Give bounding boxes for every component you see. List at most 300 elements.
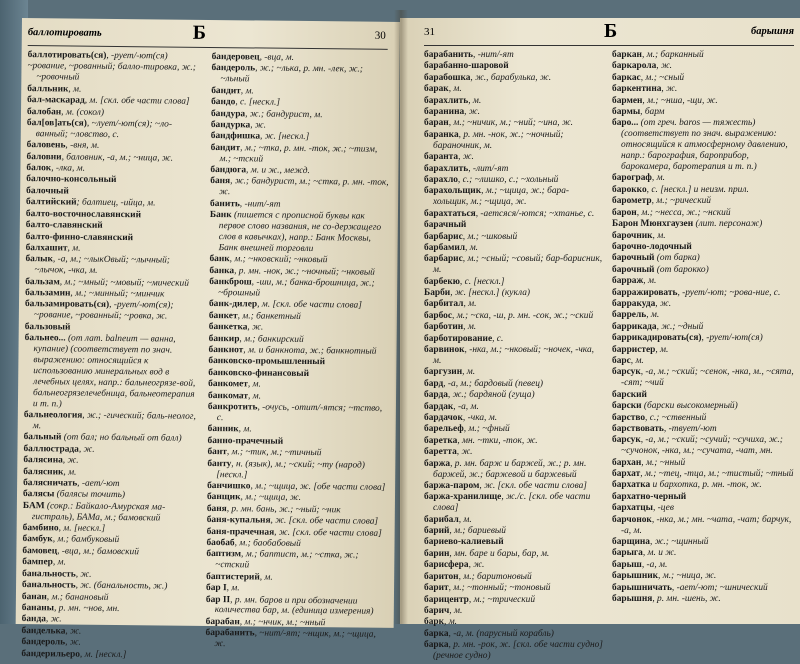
- entry-definition: , м.; ~ничик, м.; ~ний; ~ина, ж.: [449, 118, 573, 128]
- entry-definition: , баловник, -а, м.; ~ница, ж.: [62, 152, 174, 163]
- headword: барсук: [612, 367, 641, 377]
- entry-definition: , м. [нескл.]: [59, 523, 106, 533]
- headword: балясничать: [23, 478, 77, 489]
- entry-definition: , ж.; бардяной (гуща): [448, 390, 535, 400]
- dictionary-entry: [424, 164, 604, 175]
- headword: барибал: [424, 515, 459, 525]
- headword: барий: [424, 526, 449, 536]
- dictionary-entry: [424, 595, 604, 606]
- headword: барабошка: [424, 73, 470, 83]
- dictionary-entry: [424, 413, 604, 424]
- dictionary-entry: [27, 118, 203, 142]
- entry-definition: , м.; ~нный: [641, 458, 685, 468]
- entry-definition: , м.; ~тонный; ~тоновый: [449, 583, 551, 593]
- headword: барышник: [612, 571, 658, 581]
- dictionary-entry: [24, 333, 201, 411]
- headword: банкнот: [208, 345, 243, 355]
- entry-definition: , -цев: [653, 503, 674, 513]
- entry-definition: , -нит/-ят: [473, 50, 514, 60]
- entry-definition: , м.: [248, 380, 261, 390]
- dictionary-entry: [612, 322, 796, 333]
- headword: баня-купальня: [207, 515, 271, 526]
- headword: барбекю: [424, 277, 460, 287]
- headword: барит: [424, 583, 449, 593]
- entry-definition: (барски высокомерный): [642, 401, 738, 411]
- left-column-2: [205, 52, 391, 652]
- entry-definition: , м.; ~рический: [652, 196, 711, 206]
- headword: балясы: [23, 489, 54, 499]
- headword: бархатка: [612, 480, 650, 490]
- headword: барышничать: [612, 583, 672, 593]
- entry-definition: и бархотка, р. мн. -ток, ж.: [650, 480, 762, 490]
- entry-definition: , -нка, м.; мн. ~чата, -чат; барчук, -а, м.: [621, 515, 791, 536]
- dictionary-entry: [424, 84, 604, 95]
- entry-definition: , ж. (банальность, ж.): [76, 581, 168, 592]
- headword: барон: [612, 208, 637, 218]
- entry-definition: , м.: [655, 345, 668, 355]
- headword: банковско-промышленный: [208, 356, 325, 367]
- headword: балок: [26, 163, 51, 173]
- headword: Банк: [210, 210, 232, 220]
- entry-definition: , м.: [463, 299, 476, 309]
- right-column-1: [424, 50, 604, 662]
- dictionary-entry: [211, 63, 391, 87]
- headword: барбамил: [424, 243, 465, 253]
- headword: бальзамировать(ся): [25, 299, 109, 310]
- headword: банчишко: [207, 481, 250, 491]
- entry-definition: , м.; ~мный; ~мовый; ~мический: [60, 277, 189, 288]
- dictionary-entry: [424, 311, 604, 322]
- entry-definition: , м.; ~сный; ~совый; бар-барисник, м.: [433, 254, 602, 275]
- headword: баркентина: [612, 84, 661, 94]
- entry-definition: , -вца, м.; бамовский: [57, 546, 139, 557]
- headword: барбарис: [424, 254, 463, 264]
- headword: балобан: [27, 107, 61, 117]
- dictionary-entry: [612, 310, 796, 321]
- headword: барчонок: [612, 515, 652, 525]
- entry-definition: , м. и ж.: [643, 548, 676, 558]
- headword: баржа-паром: [424, 481, 479, 491]
- headword: балясина: [23, 455, 63, 465]
- entry-definition: , -очусь, -отит/-ятся; ~тство, с.: [217, 403, 382, 424]
- entry-definition: (сокр.: Байкало-Амурская ма-гистраль), БАМа, м.; бамовский: [32, 501, 166, 523]
- headword: бандероль: [211, 63, 255, 73]
- entry-definition: , с.; ~ственный: [645, 413, 706, 423]
- entry-definition: , м.; банкирский: [239, 334, 303, 345]
- dictionary-entry: [612, 480, 796, 491]
- entry-definition: , ж.: [661, 84, 677, 94]
- dictionary-entry: [612, 548, 796, 559]
- headword: барабанить: [206, 628, 255, 639]
- entry-definition: , м.: [463, 322, 476, 332]
- headword: баррикада: [612, 322, 657, 332]
- dictionary-entry: [424, 560, 604, 571]
- headword: барачный: [424, 220, 466, 230]
- dictionary-entry: [612, 288, 796, 299]
- dictionary-entry: [424, 629, 604, 640]
- right-section-letter: Б: [604, 20, 617, 43]
- headword: барокко: [612, 185, 647, 195]
- dictionary-entry: [424, 73, 604, 84]
- headword: барристер: [612, 345, 655, 355]
- headword: бандурка: [211, 120, 250, 130]
- headword: барраж: [612, 276, 643, 286]
- dictionary-entry: [424, 107, 604, 118]
- headword: барство: [612, 413, 645, 423]
- headword: барахтаться: [424, 209, 476, 219]
- entry-definition: , м.: [462, 367, 475, 377]
- headword: баня: [210, 176, 230, 186]
- headword: бал[ов]ать(ся): [27, 118, 87, 129]
- headword: банделька: [22, 626, 66, 636]
- headword: баретта: [424, 447, 457, 457]
- entry-definition: , м.; банкетный: [238, 311, 301, 322]
- dictionary-entry: [424, 322, 604, 333]
- headword: банкетка: [209, 322, 248, 332]
- entry-definition: , м. и ж., межд.: [246, 165, 310, 176]
- entry-definition: , м. [скл. обе части слова]: [257, 300, 362, 311]
- entry-definition: (от барка): [654, 253, 699, 263]
- headword: баррель: [612, 310, 646, 320]
- headword: барабан: [206, 617, 240, 627]
- dictionary-entry: [424, 640, 604, 662]
- entry-definition: , ж.: [79, 444, 95, 454]
- entry-definition: , м.: [631, 356, 644, 366]
- entry-definition: , ~лует/-ют(ся); ~ло-ванный; ~ловство, с.: [36, 119, 172, 140]
- right-header-rule: [424, 45, 794, 46]
- entry-definition: , -рует/-ют(ся): [702, 333, 763, 343]
- headword: бархатцы: [612, 503, 653, 513]
- dictionary-entry: [612, 196, 796, 207]
- headword: барахольщик: [424, 186, 481, 196]
- headword: банкброш: [209, 277, 252, 287]
- headword: барахлить: [424, 164, 468, 174]
- headword: банальность: [22, 580, 76, 591]
- dictionary-entry: [612, 458, 796, 469]
- entry-definition: , ж. [нескл.]: [260, 132, 309, 143]
- entry-definition: , -рует/-ют; ~рова-ние, с.: [677, 288, 780, 298]
- entry-definition: , -а, м. (парусный корабль): [449, 629, 554, 639]
- headword: банкир: [209, 334, 240, 344]
- dictionary-entry: [612, 96, 796, 107]
- entry-definition: , -а, м.: [453, 402, 479, 412]
- dictionary-entry: [21, 649, 197, 662]
- dictionary-entry: [612, 107, 796, 118]
- dictionary-entry: [612, 594, 796, 605]
- dictionary-entry: [612, 173, 796, 184]
- headword: баркас: [612, 73, 641, 83]
- entry-definition: , м.; баптист, м.; ~стка, ж.; ~стский: [215, 550, 358, 571]
- entry-definition: , ж.: [457, 447, 473, 457]
- headword: бармен: [612, 96, 642, 106]
- entry-definition: , р. мн. -нок, ж.; ~ночный; ~нковый: [234, 266, 375, 277]
- entry-definition: , -аетсяся/-ются; ~хтанье, с.: [476, 209, 595, 219]
- headword: банно-прачечный: [208, 436, 284, 447]
- entry-definition: , м.; ~щица, ж. [обе части слова]: [250, 481, 385, 492]
- headword: бампер: [22, 557, 53, 567]
- entry-definition: , -ает/-ют; ~шнический: [672, 583, 768, 593]
- dictionary-entry: [612, 242, 796, 253]
- entry-definition: , -лка, м.: [51, 163, 85, 173]
- dictionary-entry: [424, 367, 604, 378]
- dictionary-entry: [205, 628, 385, 652]
- headword: банник: [208, 424, 239, 434]
- headword: банка: [209, 266, 234, 276]
- headword: барский: [612, 390, 647, 400]
- entry-definition: , р. мн. -рок, ж. [скл. обе части судно] (речное судно): [433, 640, 603, 661]
- entry-definition: , м.; ~тик, м.; ~тичный: [227, 447, 322, 458]
- headword: бальзам: [25, 277, 60, 287]
- entry-definition: (пишется с прописной буквы как первое слово названия, не со-держащего слов в кавычках), напр.: Банк Москвы, Банк внешней торговли: [219, 210, 382, 254]
- headword: бандура: [211, 109, 245, 119]
- headword: баллотировать(ся): [28, 50, 107, 61]
- headword: барометр: [612, 196, 652, 206]
- entry-definition: , м.; бариевый: [449, 526, 506, 536]
- headword: бархат: [612, 469, 640, 479]
- headword: балхашит: [26, 243, 68, 253]
- dictionary-entry: [208, 402, 388, 426]
- headword: бамбук: [22, 535, 52, 545]
- dictionary-entry: [424, 288, 604, 299]
- dictionary-entry: [424, 334, 604, 345]
- headword: бандо: [211, 97, 235, 107]
- headword: барочник: [612, 231, 653, 241]
- headword: бард: [424, 379, 443, 389]
- entry-definition: , м.: [465, 243, 478, 253]
- headword: банкет: [209, 311, 238, 321]
- entry-definition: , мн. баре и бары, бар, м.: [449, 549, 549, 559]
- dictionary-entry: [23, 501, 199, 525]
- entry-definition: , м.; бамбуковый: [53, 535, 120, 546]
- entry-definition: ; балтиец, -ийца, м.: [77, 198, 156, 209]
- headword: бардак: [424, 402, 453, 412]
- headword: банкротить: [208, 402, 258, 413]
- headword: барда: [424, 390, 448, 400]
- headword: баловни: [26, 152, 61, 162]
- entry-definition: , м.: [248, 391, 261, 401]
- headword: банальность: [22, 569, 76, 580]
- headword: бардачок: [424, 413, 463, 423]
- entry-definition: , м.; ~нчик, м.; ~нный: [240, 617, 326, 628]
- headword: баптистерий: [206, 572, 260, 583]
- headword: балтийский: [26, 197, 77, 208]
- headword: баррикадировать(ся): [612, 333, 702, 343]
- dictionary-entry: [424, 492, 604, 514]
- entry-definition: , с. [нескл.]: [235, 97, 280, 107]
- entry-definition: , м. [нескл.]: [80, 649, 127, 659]
- dictionary-entry: [612, 185, 796, 196]
- headword: баня: [207, 504, 227, 514]
- headword: бальзамин: [25, 288, 70, 298]
- dictionary-entry: [424, 606, 604, 617]
- headword: балльник: [27, 84, 68, 94]
- entry-definition: , м.: [643, 276, 656, 286]
- entry-definition: , м.; ~щица, ж.; бара-хольщик, м.; ~щица, ж.: [433, 186, 569, 207]
- headword: балочно-консольный: [26, 175, 116, 186]
- headword: банить: [210, 199, 240, 209]
- dictionary-entry: [424, 617, 604, 628]
- entry-definition: , р. мн. -нок, ж.; ~ночный; бараночник, м.: [433, 130, 564, 151]
- entry-definition: , с.; ~лишко, с.; ~хольный: [458, 175, 558, 185]
- entry-definition: , -рует/-ют(ся): [106, 51, 167, 62]
- headword: барочно-лодочный: [612, 242, 692, 252]
- headword: бандфишка: [211, 131, 260, 142]
- entry-definition: , с. [нескл.]: [460, 277, 505, 287]
- headword: барракуда: [612, 299, 655, 309]
- headword: барски: [612, 401, 642, 411]
- headword: барограф: [612, 173, 652, 183]
- entry-definition: , ж.; бандурист, м.: [245, 109, 323, 120]
- entry-definition: (от барокко): [654, 265, 708, 275]
- headword: барабанно-шаровой: [424, 61, 509, 71]
- headword: бамовец: [22, 546, 57, 556]
- headword: банк: [209, 254, 229, 264]
- headword: банковско-финансовый: [208, 368, 309, 379]
- headword: балясник: [23, 467, 63, 477]
- dictionary-entry: [424, 447, 604, 458]
- left-guide-word: баллотировать: [28, 27, 102, 39]
- headword: барич: [424, 606, 449, 616]
- entry-definition: , -рует/-ют(ся); ~рование, ~рованный; ~ровка, ж.: [34, 300, 174, 322]
- entry-definition: , ж.: [250, 120, 266, 130]
- dictionary-entry: [424, 254, 604, 276]
- headword: баловень: [27, 140, 66, 150]
- entry-definition: ~рование, ~рованный; балло-тировка, ж.; ~ровочный: [27, 61, 195, 82]
- entry-definition: , м.: [653, 231, 666, 241]
- headword: баро...: [612, 118, 638, 128]
- entry-definition: , м.: [63, 467, 76, 477]
- headword: барка: [424, 640, 449, 650]
- entry-definition: , с.: [492, 334, 503, 344]
- entry-definition: , ж. [нескл.] (кукла): [450, 288, 530, 298]
- entry-definition: , -а, м.; бардовый (певец): [443, 379, 543, 389]
- dictionary-entry: [424, 390, 604, 401]
- headword: бар II: [206, 594, 230, 604]
- entry-definition: , -лит/-ят: [468, 164, 508, 174]
- dictionary-entry: [612, 208, 796, 219]
- headword: бандеровец: [212, 52, 260, 63]
- headword: барышня: [612, 594, 652, 604]
- entry-definition: , барм: [640, 107, 664, 117]
- left-page: [16, 18, 400, 628]
- dictionary-entry: [206, 594, 386, 618]
- dictionary-entry: [27, 61, 203, 85]
- headword: банту: [207, 459, 231, 469]
- headword: бандерильеро: [21, 649, 80, 660]
- headword: баргузин: [424, 367, 462, 377]
- dictionary-entry: [612, 219, 796, 230]
- headword: барботирование: [424, 334, 492, 344]
- headword: барботин: [424, 322, 463, 332]
- headword: банда: [22, 614, 46, 624]
- dictionary-entry: [424, 345, 604, 367]
- headword: барахлить: [424, 96, 468, 106]
- dictionary-entry: [424, 232, 604, 243]
- headword: барбос: [424, 311, 452, 321]
- headword: баритон: [424, 572, 459, 582]
- entry-definition: , м.; ~нша, -щи, ж.: [642, 96, 717, 106]
- entry-definition: , ж.: [469, 560, 485, 570]
- entry-definition: , ж.; ~лька, р. мн. -лек, ж.; ~льный: [220, 64, 363, 85]
- dictionary-entry: [424, 243, 604, 254]
- dictionary-entry: [612, 492, 796, 503]
- book-gutter: [394, 10, 408, 624]
- entry-definition: , м.; ~щица, ж.: [240, 493, 301, 504]
- entry-definition: , -чка, м.: [463, 413, 497, 423]
- entry-definition: , м.; ~несса, ж.; ~нский: [637, 208, 731, 218]
- entry-definition: , ж.: [63, 456, 79, 466]
- dictionary-entry: [424, 436, 604, 447]
- entry-definition: , р. мн. бань, ж.; ~ный; ~ник: [227, 504, 341, 515]
- dictionary-entry: [612, 333, 796, 344]
- headword: барбитал: [424, 299, 463, 309]
- entry-definition: , м. (сокол): [61, 107, 104, 117]
- headword: банк-дилер: [209, 299, 257, 310]
- headword: баранта: [424, 152, 458, 162]
- headword: бариево-калиевый: [424, 537, 504, 547]
- entry-definition: , м.: [459, 515, 472, 525]
- headword: банкомет: [208, 379, 248, 389]
- headword: банщик: [207, 492, 241, 502]
- headword: барахло: [424, 175, 458, 185]
- entry-definition: , м.; ~трический: [469, 595, 535, 605]
- dictionary-entry: [25, 299, 201, 323]
- headword: балочный: [26, 186, 69, 196]
- dictionary-entry: [424, 481, 604, 492]
- headword: балто-восточнославянский: [26, 209, 141, 220]
- dictionary-entry: [612, 265, 796, 276]
- dictionary-entry: [424, 515, 604, 526]
- dictionary-entry: [424, 424, 604, 435]
- headword: барыш: [612, 560, 642, 570]
- dictionary-entry: [612, 50, 796, 61]
- entry-definition: , -а, м.; ~ский; ~сучий; ~сучиха, ж.; ~сучонок, -нка, м.; ~сучата, -чат, мн.: [621, 435, 783, 456]
- dictionary-entry: [612, 537, 796, 548]
- entry-definition: , м.; ~ница, ж.: [658, 571, 716, 581]
- headword: балто-финно-славянский: [26, 232, 134, 243]
- headword: Барби: [424, 288, 450, 298]
- entry-definition: , ж.: [247, 323, 263, 333]
- dictionary-entry: [25, 254, 201, 278]
- headword: баллюстрада: [23, 444, 78, 455]
- headword: бархатно-черный: [612, 492, 686, 502]
- dictionary-entry: [612, 469, 796, 480]
- headword: барочный: [612, 253, 654, 263]
- headword: бандюга: [210, 165, 246, 175]
- dictionary-entry: [24, 410, 200, 434]
- headword: бамбино: [23, 523, 59, 533]
- dictionary-entry: [210, 176, 390, 200]
- dictionary-entry: [424, 537, 604, 548]
- headword: барицентр: [424, 595, 469, 605]
- headword: бандероль: [21, 637, 65, 647]
- dictionary-entry: [424, 130, 604, 152]
- dictionary-entry: [612, 413, 796, 424]
- headword: барщина: [612, 537, 650, 547]
- entry-definition: , м.: [241, 86, 254, 96]
- entry-definition: , м.: [67, 243, 80, 253]
- dictionary-entry: [424, 583, 604, 594]
- dictionary-entry: [424, 209, 604, 220]
- dictionary-entry: [612, 503, 796, 514]
- headword: барка: [424, 629, 449, 639]
- dictionary-entry: [612, 118, 796, 173]
- dictionary-entry: [612, 435, 796, 457]
- entry-definition: , -а, м.; ~лыкОвый; ~лычный; ~лычок, -чка, м.: [34, 255, 170, 276]
- entry-definition: , ж.; бандурист, м.; ~стка, р. мн. -ток, ж.: [219, 177, 389, 198]
- headword: банкомат: [208, 391, 248, 401]
- headword: бандит: [211, 86, 241, 96]
